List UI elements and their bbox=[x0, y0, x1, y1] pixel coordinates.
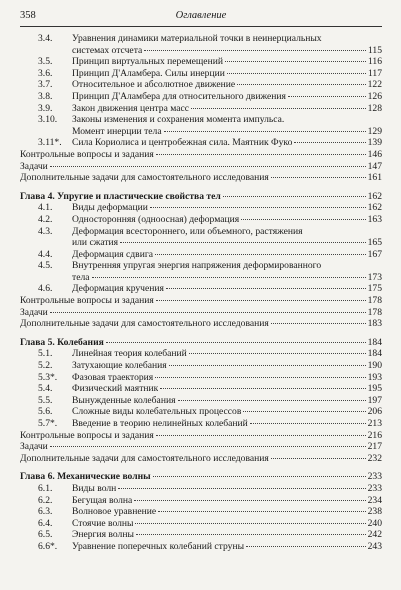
dot-leader bbox=[271, 177, 366, 178]
toc-section-number: 6.4. bbox=[38, 517, 53, 529]
toc-auxiliary-entry bbox=[20, 149, 382, 161]
toc-page-number: 167 bbox=[367, 248, 382, 260]
toc-entry-title: Энергия волны bbox=[72, 529, 134, 541]
toc-section-number: 6.6*. bbox=[38, 540, 58, 552]
toc-entry-title: тела bbox=[72, 271, 90, 283]
toc-auxiliary-entry bbox=[20, 430, 382, 442]
toc-page-number: 238 bbox=[367, 506, 382, 518]
toc-section-entry bbox=[20, 68, 382, 80]
header-rule bbox=[20, 26, 382, 27]
dot-leader bbox=[294, 142, 365, 143]
toc-page-number: 147 bbox=[367, 160, 382, 172]
toc-section-entry bbox=[20, 383, 382, 395]
toc-page-number: 234 bbox=[367, 494, 382, 506]
toc-entry-title: Контрольные вопросы и задания bbox=[20, 429, 154, 441]
toc-entry-title: Глава 5. Колебания bbox=[20, 336, 104, 348]
toc-entry-title: Задачи bbox=[20, 306, 48, 318]
toc-section-entry bbox=[20, 56, 382, 68]
toc-entry-title: Контрольные вопросы и задания bbox=[20, 148, 154, 160]
toc-section-entry bbox=[20, 114, 382, 126]
toc-section-number: 3.8. bbox=[38, 90, 53, 102]
toc-page-number: 126 bbox=[367, 90, 382, 102]
toc-section-number: 3.6. bbox=[38, 67, 53, 79]
toc-section-entry bbox=[20, 418, 382, 430]
toc-section-entry bbox=[20, 360, 382, 372]
toc-entry-title: Деформация кручения bbox=[72, 283, 164, 295]
toc-auxiliary-entry bbox=[20, 453, 382, 465]
dot-leader bbox=[250, 423, 366, 424]
toc-section-number: 3.11*. bbox=[38, 137, 62, 149]
dot-leader bbox=[134, 500, 365, 501]
toc-section-number: 4.2. bbox=[38, 213, 53, 225]
toc-section-number: 6.2. bbox=[38, 494, 53, 506]
page-number: 358 bbox=[20, 10, 36, 21]
toc-entry-title: Введение в теорию нелинейных колебаний bbox=[72, 418, 248, 429]
toc-entry-title: Внутренняя упругая энергия напряжения деформированного bbox=[72, 260, 322, 272]
dot-leader bbox=[156, 154, 366, 155]
toc-page-number: 178 bbox=[367, 306, 382, 318]
dot-leader bbox=[223, 196, 366, 197]
toc-entry-title: Дополнительные задачи для самостоятельного исследования bbox=[20, 452, 269, 464]
toc-page-number: 162 bbox=[367, 202, 382, 214]
page-header bbox=[20, 10, 382, 26]
toc-entry-title: Дополнительные задачи для самостоятельного исследования bbox=[20, 172, 269, 184]
toc-section-entry bbox=[20, 348, 382, 360]
toc-section-number: 3.9. bbox=[38, 102, 53, 114]
toc-page-number: 129 bbox=[367, 125, 382, 137]
toc-page-number: 240 bbox=[367, 517, 382, 529]
toc-entry-continuation bbox=[20, 272, 382, 284]
toc-section-entry bbox=[20, 214, 382, 226]
dot-leader bbox=[189, 353, 366, 354]
dot-leader bbox=[156, 300, 366, 301]
toc-entry-title: Законы изменения и сохранения момента импульса. bbox=[72, 114, 285, 126]
toc-entry-title: Уравнение поперечных колебаний струны bbox=[72, 540, 245, 552]
toc-section-number: 6.5. bbox=[38, 529, 53, 541]
dot-leader bbox=[50, 446, 366, 447]
toc-section-entry bbox=[20, 137, 382, 149]
dot-leader bbox=[135, 523, 365, 524]
toc-entry-title: Задачи bbox=[20, 441, 48, 453]
toc-page-number: 175 bbox=[367, 283, 382, 295]
dot-leader bbox=[50, 312, 366, 313]
dot-leader bbox=[178, 400, 366, 401]
toc-entry-title: или сжатия bbox=[72, 237, 119, 249]
toc-section-number: 5.6. bbox=[38, 406, 53, 418]
dot-leader bbox=[241, 219, 365, 220]
toc-auxiliary-entry bbox=[20, 441, 382, 453]
toc-entry-title: Затухающие колебания bbox=[72, 360, 167, 372]
toc-entry-title: Принцип Д'Аламбера для относительного движения bbox=[72, 90, 286, 102]
toc-entry-continuation bbox=[20, 45, 382, 57]
dot-leader bbox=[160, 388, 365, 389]
toc-entry-title: Односторонняя (одноосная) деформация bbox=[72, 213, 240, 225]
toc-auxiliary-entry bbox=[20, 161, 382, 173]
toc-page-number: 213 bbox=[367, 418, 382, 429]
toc-page-number: 193 bbox=[367, 371, 382, 383]
toc-entry-title: Дополнительные задачи для самостоятельного исследования bbox=[20, 318, 269, 330]
toc-page-number: 184 bbox=[367, 336, 382, 348]
toc-page-number: 184 bbox=[367, 348, 382, 360]
toc-entry-title: Линейная теория колебаний bbox=[72, 348, 187, 360]
toc-section-entry bbox=[20, 260, 382, 272]
toc-entry-title: Глава 4. Упругие и пластические свойства тел bbox=[20, 190, 221, 202]
toc-page-number: 122 bbox=[367, 79, 382, 91]
dot-leader bbox=[227, 73, 366, 74]
toc-page-number: 165 bbox=[367, 237, 382, 249]
toc-page-number: 243 bbox=[367, 540, 382, 552]
toc-entry-title: Деформация сдвига bbox=[72, 248, 154, 260]
toc-section-entry bbox=[20, 33, 382, 45]
toc-auxiliary-entry bbox=[20, 318, 382, 330]
toc-page-number: 217 bbox=[367, 441, 382, 453]
toc-page-number: 216 bbox=[367, 429, 382, 441]
toc-entry-title: Принцип виртуальных перемещений bbox=[72, 56, 223, 68]
dot-leader bbox=[150, 207, 366, 208]
toc-page-number: 162 bbox=[367, 190, 382, 202]
dot-leader bbox=[144, 50, 366, 51]
toc-page-number: 233 bbox=[367, 482, 382, 494]
toc-entry-title: Фазовая траектория bbox=[72, 371, 154, 383]
toc-section-number: 4.1. bbox=[38, 202, 53, 214]
toc-chapter-entry bbox=[20, 337, 382, 349]
dot-leader bbox=[156, 435, 366, 436]
dot-leader bbox=[155, 377, 365, 378]
toc-section-number: 4.6. bbox=[38, 283, 53, 295]
toc-page-number: 161 bbox=[367, 172, 382, 184]
toc-entry-title: Принцип Д'Аламбера. Силы инерции bbox=[72, 67, 225, 79]
toc-page-number: 233 bbox=[367, 471, 382, 483]
toc-section-entry bbox=[20, 483, 382, 495]
toc-page-number: 173 bbox=[367, 271, 382, 283]
toc-page-number: 232 bbox=[367, 452, 382, 464]
toc-section-entry bbox=[20, 406, 382, 418]
toc-section-number: 3.10. bbox=[38, 114, 58, 126]
toc-section-number: 5.4. bbox=[38, 383, 53, 395]
dot-leader bbox=[166, 288, 366, 289]
dot-leader bbox=[153, 476, 366, 477]
toc-entry-continuation bbox=[20, 126, 382, 138]
toc-page-number: 139 bbox=[367, 137, 382, 149]
toc-page-number: 116 bbox=[367, 56, 382, 68]
dot-leader bbox=[92, 277, 366, 278]
toc-section-entry bbox=[20, 529, 382, 541]
toc-section-number: 6.3. bbox=[38, 506, 53, 518]
dot-leader bbox=[288, 96, 366, 97]
dot-leader bbox=[191, 108, 366, 109]
toc-section-number: 4.5. bbox=[38, 260, 53, 272]
toc-entry-title: Контрольные вопросы и задания bbox=[20, 295, 154, 307]
toc-section-number: 6.1. bbox=[38, 482, 53, 494]
dot-leader bbox=[120, 242, 366, 243]
toc-page-number: 195 bbox=[367, 383, 382, 395]
toc-section-number: 5.7*. bbox=[38, 418, 58, 429]
toc-entry-title: Уравнения динамики материальной точки в неинерциальных bbox=[72, 33, 322, 44]
toc-page-number: 146 bbox=[367, 148, 382, 160]
dot-leader bbox=[50, 166, 366, 167]
toc-page-number: 117 bbox=[367, 67, 382, 79]
toc-auxiliary-entry bbox=[20, 307, 382, 319]
toc-section-number: 3.4. bbox=[38, 33, 53, 44]
toc-section-number: 5.3*. bbox=[38, 371, 58, 383]
running-title: Оглавление bbox=[175, 10, 227, 21]
toc-entry-title: системах отсчета bbox=[72, 44, 143, 56]
toc-entry-title: Виды волн bbox=[72, 482, 117, 494]
toc-page-number: 242 bbox=[367, 529, 382, 541]
toc-page-number: 190 bbox=[367, 360, 382, 372]
toc-entry-title: Глава 6. Механические волны bbox=[20, 471, 151, 483]
toc-section-entry bbox=[20, 506, 382, 518]
toc-entry-title: Виды деформации bbox=[72, 202, 148, 214]
table-of-contents bbox=[20, 33, 382, 553]
toc-page-number: 178 bbox=[367, 295, 382, 307]
toc-section-number: 5.5. bbox=[38, 394, 53, 406]
dot-leader bbox=[118, 488, 365, 489]
toc-section-entry bbox=[20, 226, 382, 238]
dot-leader bbox=[225, 61, 366, 62]
toc-chapter-entry bbox=[20, 191, 382, 203]
dot-leader bbox=[271, 323, 366, 324]
toc-section-entry bbox=[20, 495, 382, 507]
dot-leader bbox=[169, 365, 366, 366]
toc-entry-title: Вынужденные колебания bbox=[72, 394, 176, 406]
toc-entry-title: Сила Кориолиса и центробежная сила. Маятник Фуко bbox=[72, 137, 293, 149]
dot-leader bbox=[243, 411, 365, 412]
toc-section-entry bbox=[20, 103, 382, 115]
toc-page-number: 206 bbox=[367, 406, 382, 418]
dot-leader bbox=[136, 534, 366, 535]
toc-entry-continuation bbox=[20, 237, 382, 249]
toc-section-entry bbox=[20, 202, 382, 214]
toc-auxiliary-entry bbox=[20, 172, 382, 184]
dot-leader bbox=[237, 84, 365, 85]
dot-leader bbox=[158, 511, 365, 512]
toc-entry-title: Момент инерции тела bbox=[72, 125, 162, 137]
toc-page-number: 163 bbox=[367, 213, 382, 225]
toc-entry-title: Деформация всестороннего, или объемного, растяжения bbox=[72, 225, 303, 237]
toc-entry-title: Волновое уравнение bbox=[72, 506, 157, 518]
toc-entry-title: Бегущая волна bbox=[72, 494, 133, 506]
toc-section-number: 5.1. bbox=[38, 348, 53, 360]
dot-leader bbox=[271, 458, 366, 459]
toc-page-number: 115 bbox=[367, 44, 382, 56]
dot-leader bbox=[106, 342, 366, 343]
toc-section-entry bbox=[20, 395, 382, 407]
dot-leader bbox=[164, 131, 366, 132]
toc-page-number: 128 bbox=[367, 102, 382, 114]
toc-entry-title: Задачи bbox=[20, 160, 48, 172]
toc-section-entry bbox=[20, 283, 382, 295]
toc-section-entry bbox=[20, 541, 382, 553]
toc-section-number: 4.3. bbox=[38, 225, 53, 237]
toc-entry-title: Закон движения центра масс bbox=[72, 102, 190, 114]
dot-leader bbox=[155, 254, 366, 255]
toc-page-number: 183 bbox=[367, 318, 382, 330]
toc-entry-title: Физический маятник bbox=[72, 383, 159, 395]
toc-chapter-entry bbox=[20, 471, 382, 483]
toc-section-entry bbox=[20, 79, 382, 91]
toc-section-number: 3.5. bbox=[38, 56, 53, 68]
toc-auxiliary-entry bbox=[20, 295, 382, 307]
toc-section-entry bbox=[20, 249, 382, 261]
toc-section-entry bbox=[20, 518, 382, 530]
dot-leader bbox=[246, 546, 366, 547]
toc-section-number: 4.4. bbox=[38, 248, 53, 260]
toc-entry-title: Стоячие волны bbox=[72, 517, 134, 529]
toc-section-number: 5.2. bbox=[38, 360, 53, 372]
toc-section-number: 3.7. bbox=[38, 79, 53, 91]
toc-entry-title: Сложные виды колебательных процессов bbox=[72, 406, 242, 418]
toc-section-entry bbox=[20, 91, 382, 103]
toc-entry-title: Относительное и абсолютное движение bbox=[72, 79, 236, 91]
toc-page-number: 197 bbox=[367, 394, 382, 406]
toc-section-entry bbox=[20, 372, 382, 384]
